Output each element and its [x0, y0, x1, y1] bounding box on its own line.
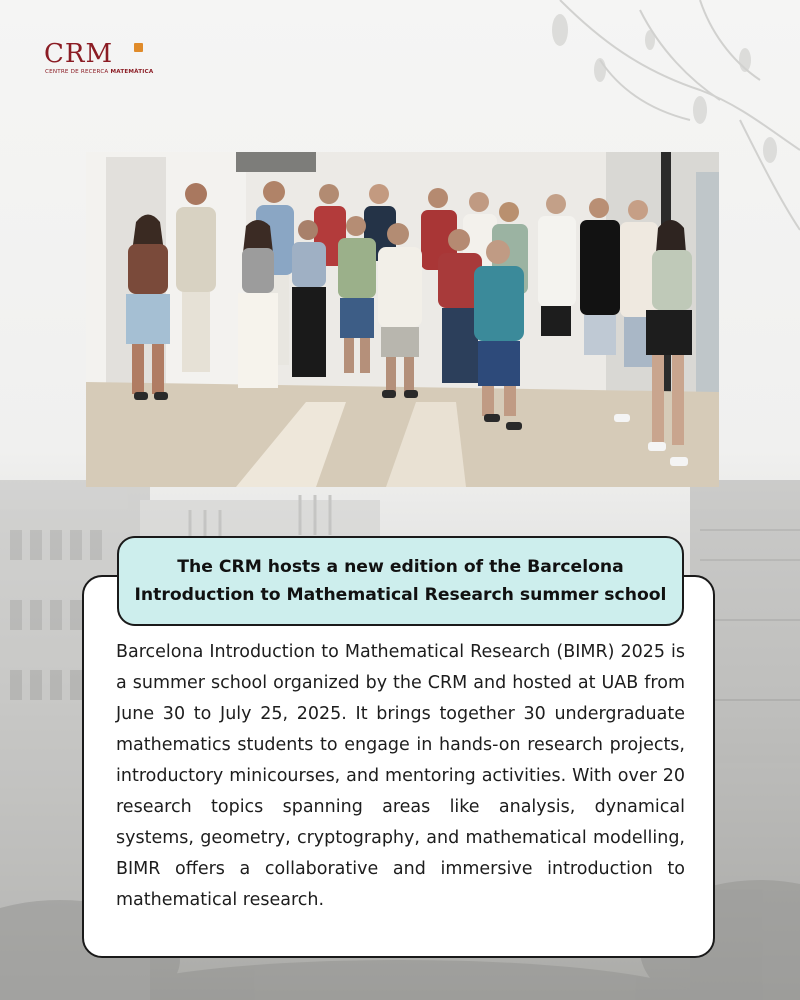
logo-orange-mark-icon — [134, 43, 143, 52]
article-headline: The CRM hosts a new edition of the Barcelona Introduction to Mathematical Research summer school — [117, 536, 684, 626]
logo-tagline-regular: CENTRE DE RECERCA — [45, 69, 111, 75]
crm-logo[interactable] — [44, 40, 154, 80]
logo-letters: CRM — [44, 39, 114, 69]
group-photo — [86, 152, 719, 487]
article-body: Barcelona Introduction to Mathematical Research (BIMR) 2025 is a summer school organized by the CRM and hosted at UAB from June 30 to July 25, 2025. It brings together 30 undergraduate mathematics students to engage in hands-on research projects, introductory minicourses, and mentoring activities. With over 20 research topics spanning areas like analysis, dynamical systems, geometry, cryptography, and mathematical modelling, BIMR offers a collaborative and immersive introduction to mathematical research. — [116, 642, 685, 910]
person — [176, 183, 216, 372]
logo-tagline — [45, 69, 153, 75]
group-photo-illustration — [86, 152, 719, 487]
logo-tagline-bold: MATEMÀTICA — [110, 69, 154, 75]
